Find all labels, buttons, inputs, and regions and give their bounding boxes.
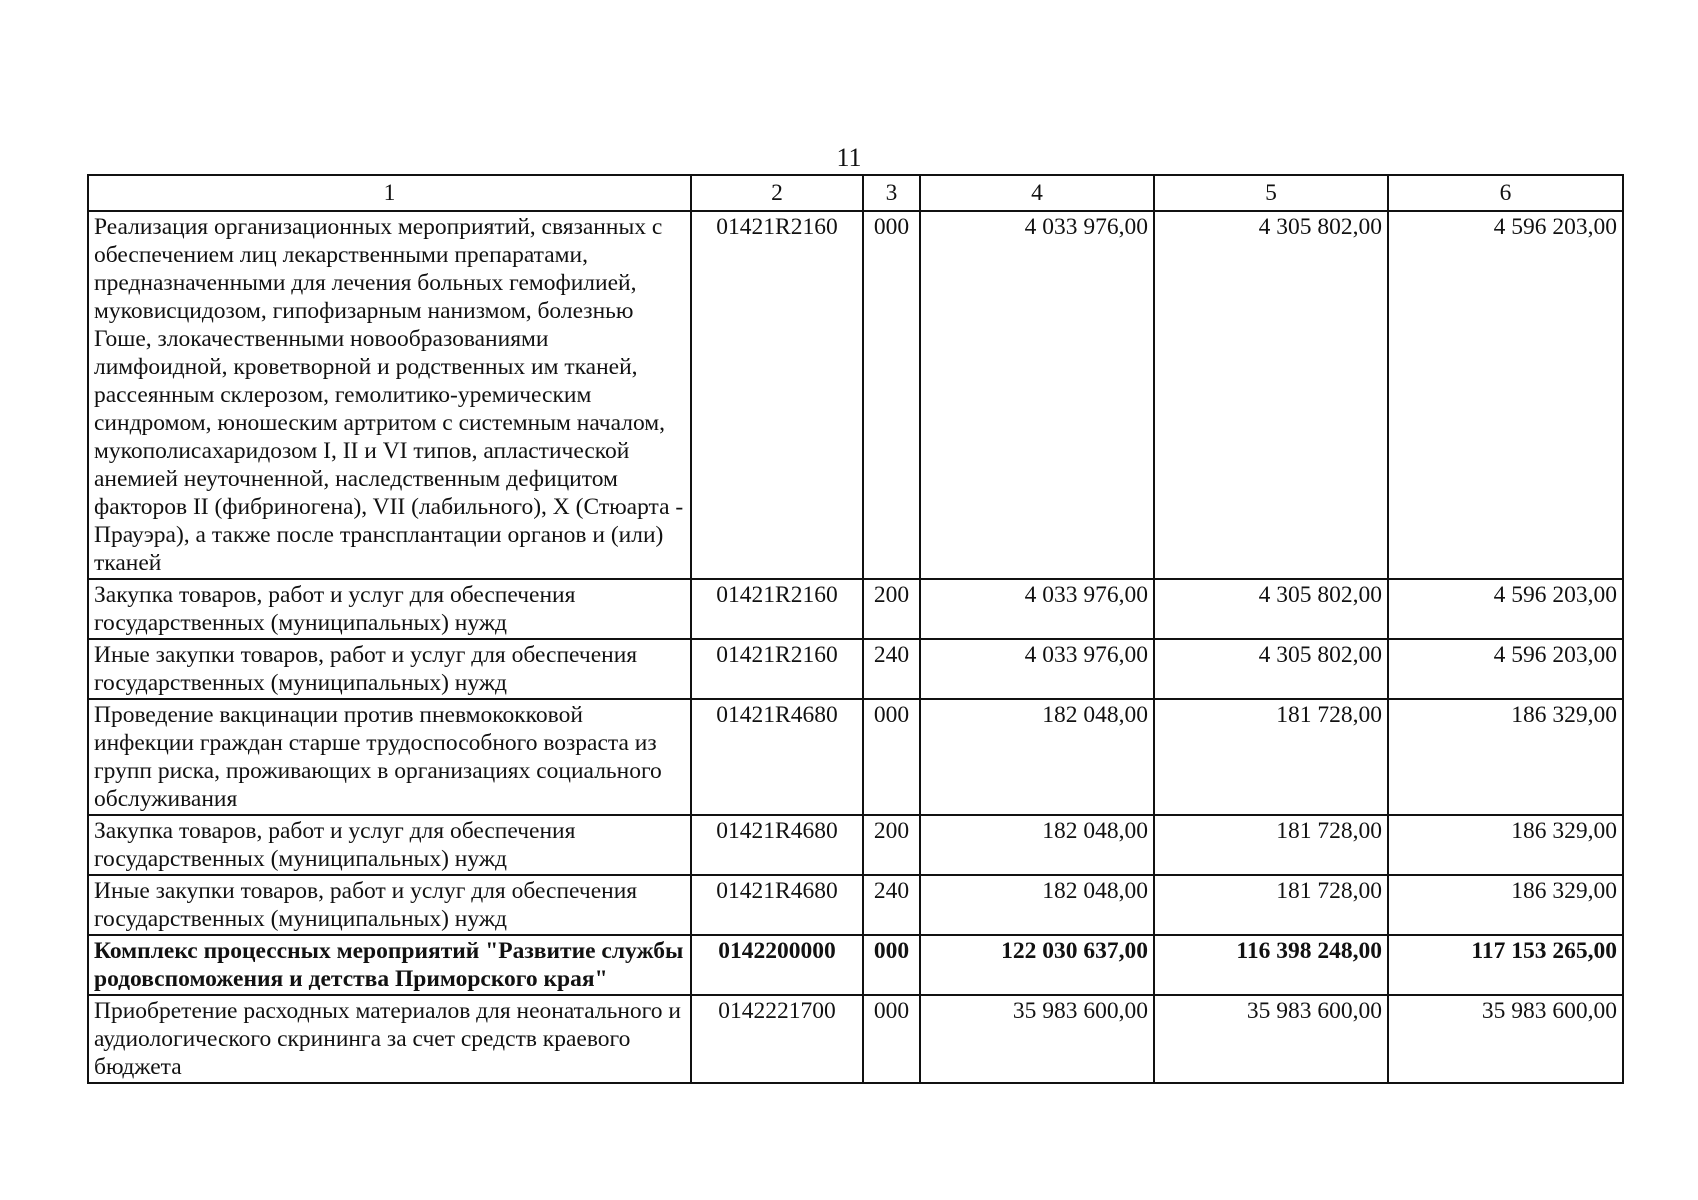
- row-amount-col6: 4 596 203,00: [1388, 211, 1623, 579]
- row-amount-col5: 4 305 802,00: [1154, 639, 1388, 699]
- row-amount-col5: 4 305 802,00: [1154, 211, 1388, 579]
- row-amount-col4: 122 030 637,00: [920, 935, 1154, 995]
- table-row: [88, 699, 1623, 815]
- row-target-code: 01421R4680: [691, 875, 863, 935]
- row-amount-col6: 4 596 203,00: [1388, 579, 1623, 639]
- row-amount-col6: 186 329,00: [1388, 875, 1623, 935]
- header-row: [88, 175, 1623, 211]
- column-header: 6: [1388, 175, 1623, 211]
- row-name: Закупка товаров, работ и услуг для обеспечения государственных (муниципальных) нужд: [88, 579, 691, 639]
- row-target-code: 01421R2160: [691, 211, 863, 579]
- row-expense-type: 200: [863, 579, 920, 639]
- row-amount-col4: 4 033 976,00: [920, 639, 1154, 699]
- row-expense-type: 200: [863, 815, 920, 875]
- table-row: [88, 579, 1623, 639]
- row-target-code: 01421R4680: [691, 699, 863, 815]
- page-number: 11: [836, 143, 862, 172]
- row-name: Приобретение расходных материалов для неонатального и аудиологического скрининга за счет средств краевого бюджета: [88, 995, 691, 1083]
- row-target-code: 0142221700: [691, 995, 863, 1083]
- row-amount-col5: 181 728,00: [1154, 699, 1388, 815]
- budget-table: [87, 174, 1624, 1084]
- row-target-code: 0142200000: [691, 935, 863, 995]
- row-name: Проведение вакцинации против пневмококковой инфекции граждан старше трудоспособного возраста из групп риска, проживающих в организациях социального обслуживания: [88, 699, 691, 815]
- table-row: [88, 211, 1623, 579]
- row-amount-col5: 116 398 248,00: [1154, 935, 1388, 995]
- row-amount-col5: 181 728,00: [1154, 815, 1388, 875]
- row-amount-col5: 181 728,00: [1154, 875, 1388, 935]
- row-name: Комплекс процессных мероприятий "Развитие службы родовспоможения и детства Приморского края": [88, 935, 691, 995]
- row-amount-col6: 35 983 600,00: [1388, 995, 1623, 1083]
- table-row: [88, 639, 1623, 699]
- row-amount-col6: 186 329,00: [1388, 699, 1623, 815]
- table-row: [88, 875, 1623, 935]
- row-name: Иные закупки товаров, работ и услуг для обеспечения государственных (муниципальных) нужд: [88, 875, 691, 935]
- row-target-code: 01421R4680: [691, 815, 863, 875]
- row-amount-col4: 182 048,00: [920, 875, 1154, 935]
- row-name: Иные закупки товаров, работ и услуг для обеспечения государственных (муниципальных) нужд: [88, 639, 691, 699]
- row-expense-type: 240: [863, 639, 920, 699]
- row-amount-col4: 35 983 600,00: [920, 995, 1154, 1083]
- row-amount-col6: 4 596 203,00: [1388, 639, 1623, 699]
- row-name: Реализация организационных мероприятий, связанных с обеспечением лиц лекарственными препаратами, предназначенными для лечения больных гемофилией, муковисцидозом, гипофизарным нанизмом, болезнью Гоше, злокачественными новообразованиями лимфоидной, кроветворной и родственных им тканей, рассеянным склерозом, гемолитико-уремическим синдромом, юношеским артритом с системным началом, мукополисахаридозом I, II и VI типов, апластической анемией неуточненной, наследственным дефицитом факторов II (фибриногена), VII (лабильного), X (Стюарта - Прауэра), а также после трансплантации органов и (или) тканей: [88, 211, 691, 579]
- column-header: 4: [920, 175, 1154, 211]
- row-amount-col5: 35 983 600,00: [1154, 995, 1388, 1083]
- row-amount-col4: 182 048,00: [920, 699, 1154, 815]
- table-row: [88, 995, 1623, 1083]
- row-amount-col4: 4 033 976,00: [920, 579, 1154, 639]
- row-target-code: 01421R2160: [691, 579, 863, 639]
- row-amount-col4: 4 033 976,00: [920, 211, 1154, 579]
- column-header: 3: [863, 175, 920, 211]
- row-expense-type: 000: [863, 935, 920, 995]
- table-row: [88, 935, 1623, 995]
- row-amount-col4: 182 048,00: [920, 815, 1154, 875]
- row-name: Закупка товаров, работ и услуг для обеспечения государственных (муниципальных) нужд: [88, 815, 691, 875]
- row-expense-type: 000: [863, 211, 920, 579]
- row-expense-type: 000: [863, 995, 920, 1083]
- row-expense-type: 240: [863, 875, 920, 935]
- row-target-code: 01421R2160: [691, 639, 863, 699]
- row-amount-col6: 117 153 265,00: [1388, 935, 1623, 995]
- column-header: 2: [691, 175, 863, 211]
- row-amount-col6: 186 329,00: [1388, 815, 1623, 875]
- table-row: [88, 815, 1623, 875]
- row-amount-col5: 4 305 802,00: [1154, 579, 1388, 639]
- row-expense-type: 000: [863, 699, 920, 815]
- column-header: 1: [88, 175, 691, 211]
- column-header: 5: [1154, 175, 1388, 211]
